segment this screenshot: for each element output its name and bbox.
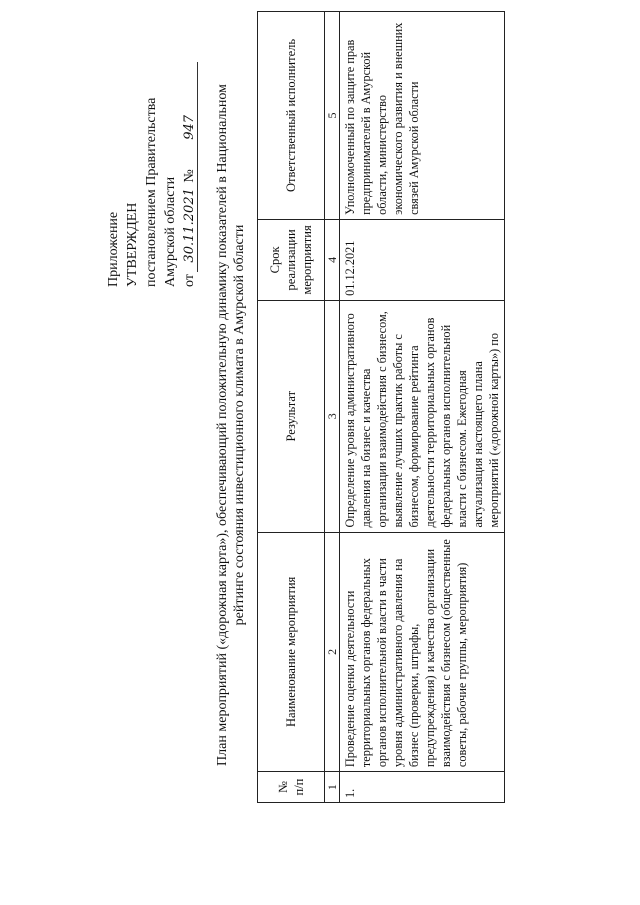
column-number: 2 — [325, 532, 340, 772]
approved-label: УТВЕРЖДЕН — [125, 202, 140, 287]
header-result: Результат — [258, 300, 325, 532]
column-number: 4 — [325, 219, 340, 300]
activity-deadline: 01.12.2021 — [340, 219, 505, 300]
handwritten-date: 30.11.2021 — [182, 188, 197, 263]
document-title — [214, 15, 248, 835]
title-line-1: План мероприятий («дорожная карта»), обеспечивающий положительную динамику показателей в Национальном — [215, 84, 230, 766]
date-prefix: от — [182, 274, 197, 287]
row-number: 1. — [340, 772, 505, 803]
header-number: № п/п — [258, 772, 325, 803]
table-row — [340, 12, 505, 803]
handwritten-number: 947 — [182, 114, 197, 140]
approval-date-line — [180, 57, 199, 287]
activity-result: Определение уровня административного давления на бизнес и качества организации взаимодействия с бизнесом, выявление лучших практик работы с бизнесом, формирование рейтинга деятельности территориальных органов федеральных органов исполнительной власти с бизнесом. Ежегодная актуализация настоящего плана мероприятий («дорожной карты») по — [340, 300, 505, 532]
header-responsible: Ответственный исполнитель — [258, 12, 325, 220]
appendix-label: Приложение — [106, 211, 121, 287]
activity-responsible: Уполномоченный по защите прав предпринимателей в Амурской области, министерство экономического развития и внешних связей Амурской области — [340, 12, 505, 220]
title-line-2: рейтинге состояния инвестиционного климата в Амурской области — [232, 224, 247, 626]
activity-name: Проведение оценки деятельности территориальных органов федеральных органов исполнительной власти в части уровня административного давления на бизнес (проверки, штрафы, предупреждения) и качества организации взаимодействия с бизнесом (общественные советы, рабочие группы, мероприятия) — [340, 532, 505, 772]
number-prefix: № — [182, 169, 197, 183]
column-number-row — [325, 12, 340, 803]
roadmap-table — [257, 11, 505, 803]
region-label: Амурской области — [163, 176, 178, 287]
table-header-row — [258, 12, 325, 803]
column-number: 3 — [325, 300, 340, 532]
column-number: 5 — [325, 12, 340, 220]
resolution-label: постановлением Правительства — [144, 97, 159, 287]
column-number: 1 — [325, 772, 340, 803]
header-activity: Наименование мероприятия — [258, 532, 325, 772]
approval-stamp — [104, 57, 199, 287]
header-deadline: Срок реализации мероприятия — [258, 219, 325, 300]
signature-underline — [197, 62, 198, 272]
